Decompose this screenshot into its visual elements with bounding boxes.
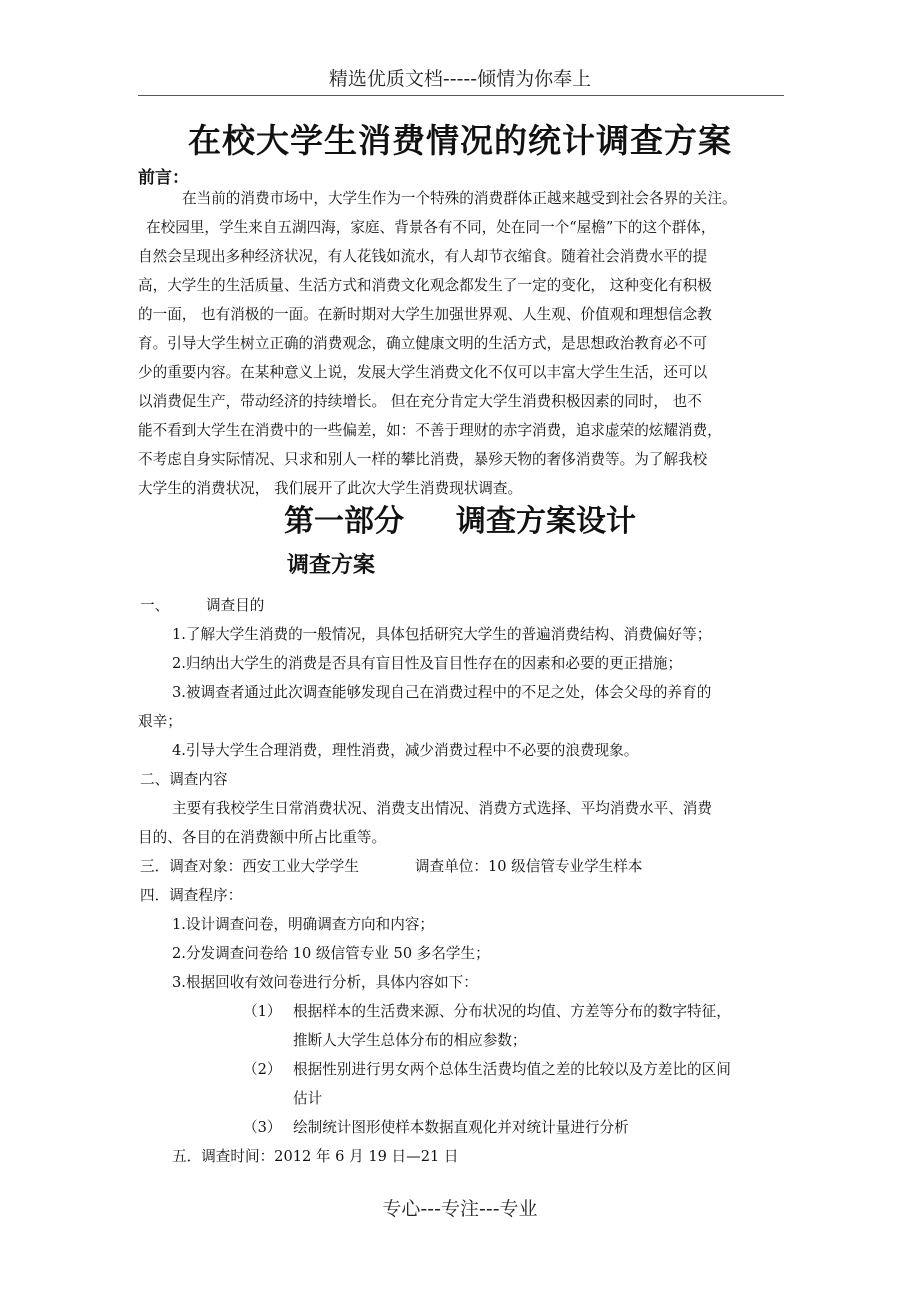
page-header: 精选优质文档-----倾情为你奉上 (328, 68, 592, 90)
paragraph-line: 主要有我校学生日常消费状况、消费支出情况、消费方式选择、平均消费水平、消费 (172, 800, 712, 817)
survey-unit: 调查单位：10 级信管专业学生样本 (415, 858, 643, 875)
sub-item-continuation: 推断人大学生总体分布的相应参数； (293, 1032, 527, 1049)
list-item-continuation: 艰辛； (138, 713, 182, 730)
paragraph-line: 目的、各目的在消费额中所占比重等。 (138, 829, 387, 846)
list-item: 3.被调查者通过此次调查能够发现自己在消费过程中的不足之处，体会父母的养育的 (172, 684, 712, 701)
preface-line: 能不看到大学生在消费中的一些偏差，如：不善于理财的赤字消费，追求虚荣的炫耀消费， (138, 422, 722, 439)
list-item: 3.根据回收有效问卷进行分析，具体内容如下： (172, 974, 478, 991)
header-rule (138, 95, 784, 96)
list-item: 1.设计调查问卷，明确调查方向和内容； (172, 916, 435, 933)
sub-item-continuation: 估计 (293, 1090, 323, 1107)
section-number: 一、 (140, 597, 170, 614)
preface-line: 在校园里，学生来自五湖四海，家庭、背景各有不同，处在同一个“屋檐”下的这个群体， (146, 219, 716, 236)
preface-line: 大学生的消费状况， 我们展开了此次大学生消费现状调查。 (138, 480, 523, 497)
list-item: 1.了解大学生消费的一般情况，具体包括研究大学生的普遍消费结构、消费偏好等； (172, 626, 712, 643)
preface-line: 育。引导大学生树立正确的消费观念，确立健康文明的生活方式，是思想政治教育必不可 (138, 335, 708, 352)
preface-label: 前言： (138, 168, 189, 188)
sub-item-number: （3） (243, 1119, 282, 1136)
list-item: 2.归纳出大学生的消费是否具有盲目性及盲目性存在的因素和必要的更正措施； (172, 655, 683, 672)
survey-object: 三．调查对象：西安工业大学学生 (140, 858, 359, 875)
preface-line: 不考虑自身实际情况、只求和别人一样的攀比消费，暴殄天物的奢侈消费等。为了解我校 (138, 451, 708, 468)
survey-time: 五．调查时间：2012 年 6 月 19 日—21 日 (172, 1148, 459, 1165)
preface-line: 的一面， 也有消极的一面。在新时期对大学生加强世界观、人生观、价值观和理想信念教 (138, 306, 712, 323)
preface-line: 以消费促生产，带动经济的持续增长。 但在充分肯定大学生消费积极因素的同时， 也不 (138, 393, 702, 410)
section-heading: 调查目的 (206, 597, 265, 614)
document-title: 在校大学生消费情况的统计调查方案 (188, 121, 732, 160)
sub-item: 绘制统计图形使样本数据直观化并对统计量进行分析 (293, 1119, 629, 1136)
preface-line: 少的重要内容。在某种意义上说，发展大学生消费文化不仅可以丰富大学生生活，还可以 (138, 364, 708, 381)
sub-item: 根据性别进行男女两个总体生活费均值之差的比较以及方差比的区间 (293, 1061, 731, 1078)
sub-item-number: （1） (243, 1003, 282, 1020)
list-item: 2.分发调查问卷给 10 级信管专业 50 多名学生； (172, 945, 490, 962)
preface-line: 自然会呈现出多种经济状况，有人花钱如流水，有人却节衣缩食。随着社会消费水平的提 (138, 248, 708, 265)
section-heading: 二、调查内容 (140, 771, 228, 788)
sub-item: 根据样本的生活费来源、分布状况的均值、方差等分布的数字特征， (293, 1003, 731, 1020)
part-heading (0, 496, 920, 540)
preface-line: 高，大学生的生活质量、生活方式和消费文化观念都发生了一定的变化， 这种变化有积极 (138, 277, 712, 294)
list-item: 4.引导大学生合理消费，理性消费，减少消费过程中不必要的浪费现象。 (172, 742, 639, 759)
sub-item-number: （2） (243, 1061, 282, 1078)
section-subtitle: 调查方案 (287, 553, 376, 578)
part-heading-prefix: 第一部分 (284, 504, 404, 539)
section-heading: 四．调查程序： (140, 887, 243, 904)
preface-line: 在当前的消费市场中，大学生作为一个特殊的消费群体正越来越受到社会各界的关注。 (182, 190, 737, 207)
page-footer: 专心---专注---专业 (382, 1198, 538, 1220)
part-heading-name: 调查方案设计 (456, 504, 636, 539)
